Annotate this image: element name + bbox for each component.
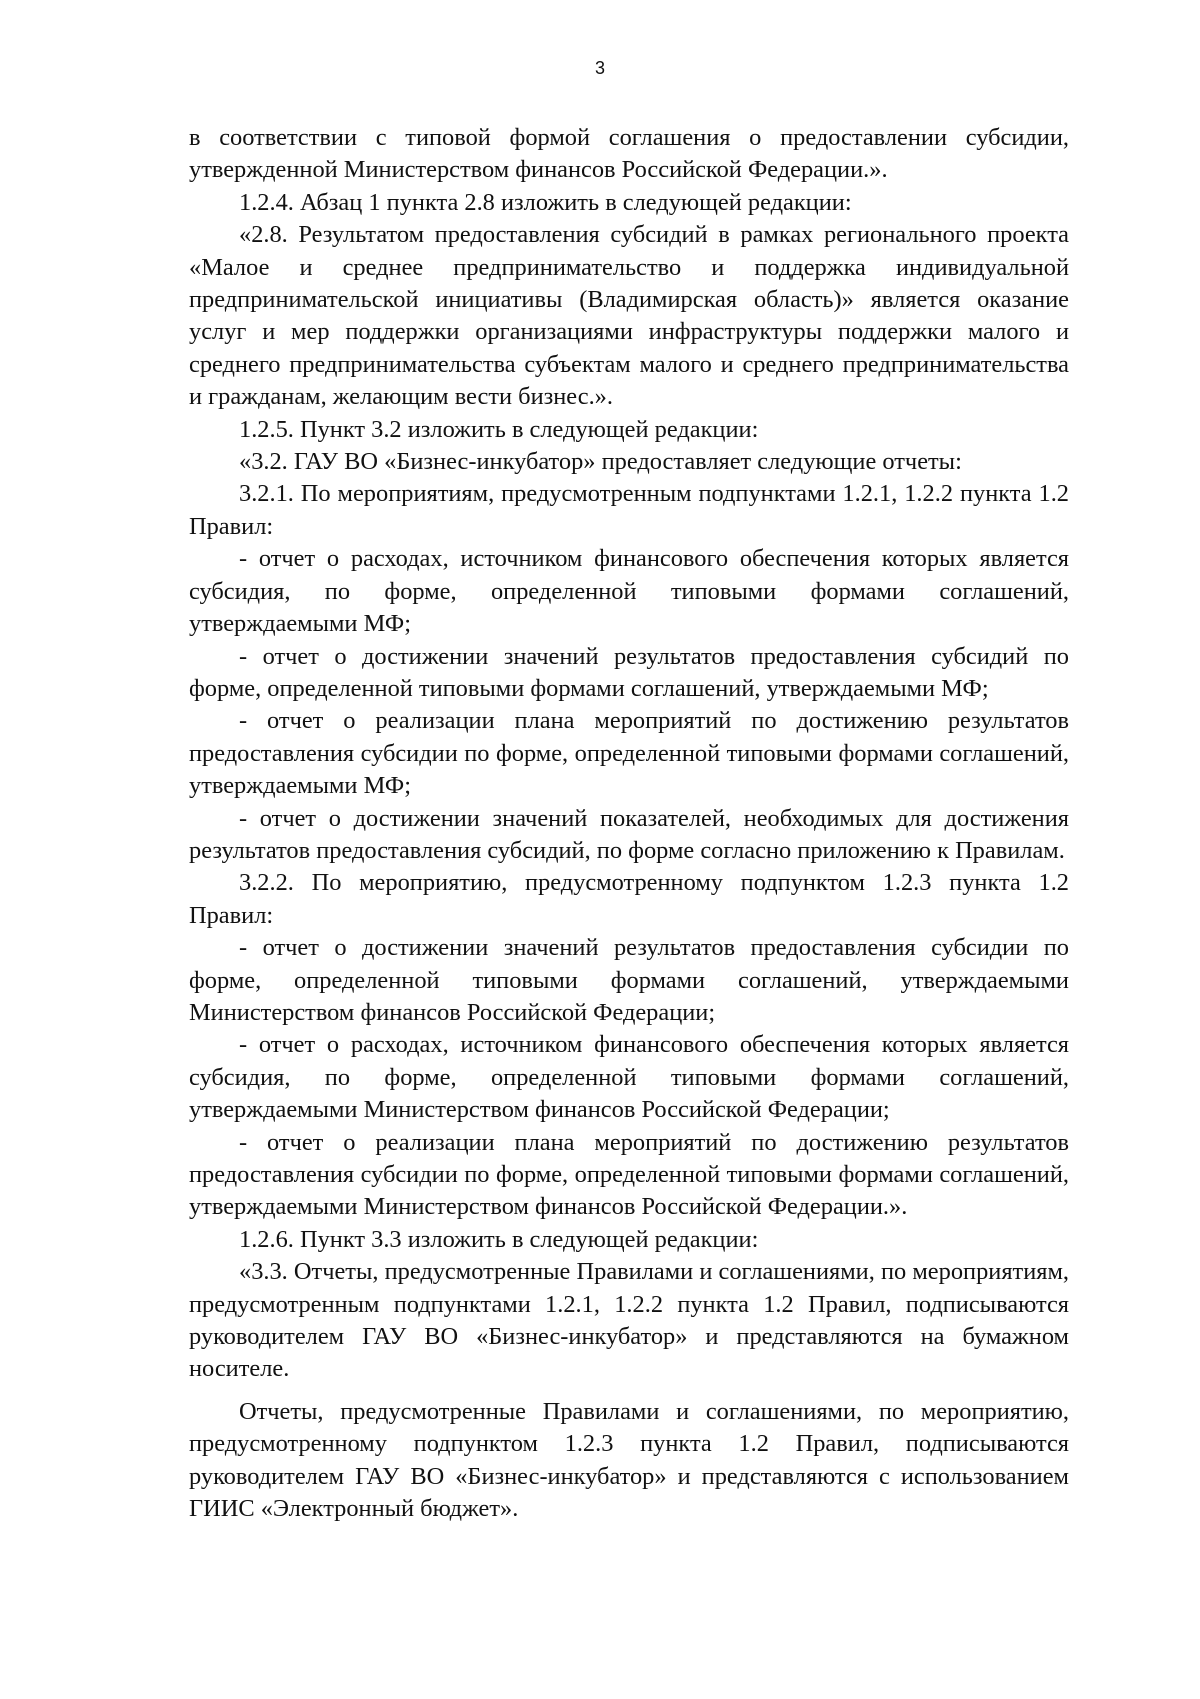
paragraph-12: - отчет о достижении значений результатов предоставления субсидии по форме, определенной типовыми формами соглашений, утверждаемыми Министерством финансов Российской Федерации; xyxy=(189,934,1069,1026)
paragraph-9: - отчет о реализации плана мероприятий по достижению результатов предоставления субсидии по форме, определенной типовыми формами соглашений, утверждаемыми МФ; xyxy=(189,707,1069,800)
paragraph-4: 1.2.5. Пункт 3.2 изложить в следующей редакции: xyxy=(239,415,759,443)
paragraph-10: - отчет о достижении значений показателей, необходимых для достижения результатов предоставления субсидий, по форме согласно приложению к Правилам. xyxy=(189,804,1069,864)
page-number: 3 xyxy=(594,58,605,78)
paragraph-8: - отчет о достижении значений результатов предоставления субсидий по форме, определенной типовыми формами соглашений, утверждаемыми МФ; xyxy=(189,642,1069,702)
paragraph-11: 3.2.2. По мероприятию, предусмотренному подпунктом 1.2.3 пункта 1.2 Правил: xyxy=(189,869,1069,929)
paragraph-3: «2.8. Результатом предоставления субсидий в рамках регионального проекта «Малое и среднее предпринимательство и поддержка индивидуальной предпринимательской инициативы (Владимирская область)» является оказание услуг и мер поддержки организациями инфраструктуры поддержки малого и среднего предпринимательства субъектам малого и среднего предпринимательства и гражданам, желающим вести бизнес.». xyxy=(189,221,1069,411)
paragraph-13: - отчет о расходах, источником финансового обеспечения которых является субсидия, по форме, определенной типовыми формами соглашений, утверждаемыми Министерством финансов Российской Федерации; xyxy=(189,1031,1069,1124)
paragraph-15: 1.2.6. Пункт 3.3 изложить в следующей редакции: xyxy=(239,1225,759,1253)
paragraph-7: - отчет о расходах, источником финансового обеспечения которых является субсидия, по форме, определенной типовыми формами соглашений, утверждаемыми МФ; xyxy=(189,545,1069,638)
paragraph-17: Отчеты, предусмотренные Правилами и соглашениями, по мероприятию, предусмотренному подпунктом 1.2.3 пункта 1.2 Правил, подписываются руководителем ГАУ ВО «Бизнес-инкубатор» и представляются с использованием ГИИС «Электронный бюджет». xyxy=(189,1397,1069,1523)
paragraph-16: «3.3. Отчеты, предусмотренные Правилами и соглашениями, по мероприятиям, предусмотренным подпунктами 1.2.1, 1.2.2 пункта 1.2 Правил, подписываются руководителем ГАУ ВО «Бизнес-инкубатор» и представляются на бумажном носителе. xyxy=(189,1258,1069,1383)
paragraph-5: «3.2. ГАУ ВО «Бизнес-инкубатор» предоставляет следующие отчеты: xyxy=(239,448,962,476)
paragraph-1: в соответствии с типовой формой соглашения о предоставлении субсидии, утвержденной Министерством финансов Российской Федерации.». xyxy=(189,124,1069,184)
paragraph-14: - отчет о реализации плана мероприятий по достижению результатов предоставления субсидии по форме, определенной типовыми формами соглашений, утверждаемыми Министерством финансов Российской Федерации.». xyxy=(189,1128,1069,1221)
paragraph-2: 1.2.4. Абзац 1 пункта 2.8 изложить в следующей редакции: xyxy=(239,188,852,216)
paragraph-6: 3.2.1. По мероприятиям, предусмотренным подпунктами 1.2.1, 1.2.2 пункта 1.2 Правил: xyxy=(189,480,1069,540)
document-body xyxy=(189,122,1069,1525)
